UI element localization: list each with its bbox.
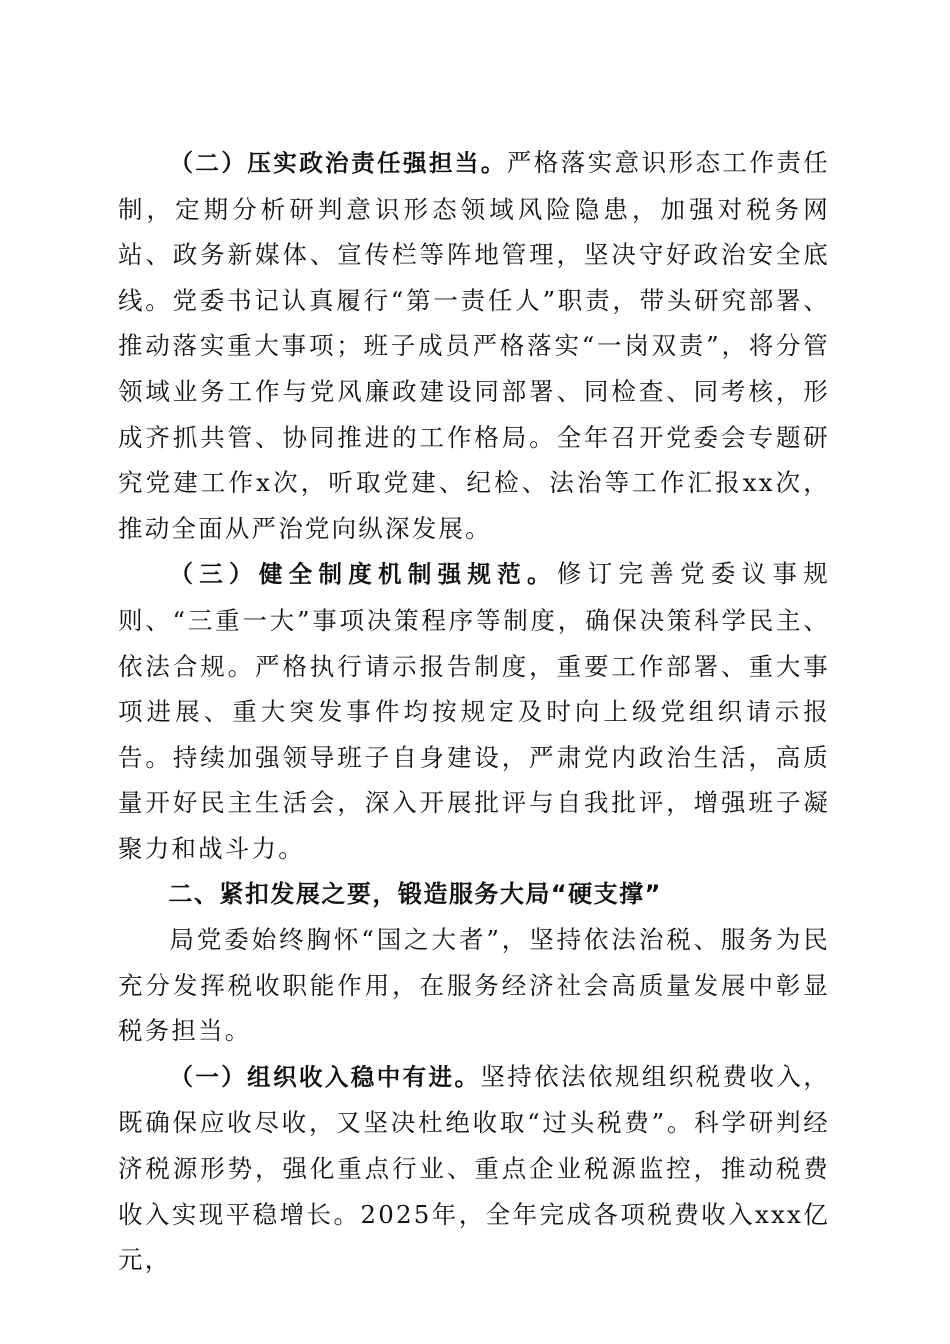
subsection-2-title: （二）压实政治责任强担当。 <box>169 149 507 177</box>
subsection-3-title: （三）健全制度机制强规范。 <box>169 560 557 589</box>
section-2-subsection-1-paragraph <box>118 1054 830 1283</box>
document-body <box>118 140 830 1283</box>
subsection-3-body: 修订完善党委议事规则、“三重一大”事项决策程序等制度，确保决策科学民主、依法合规。严格执行请示报告制度，重要工作部署、重大事项进展、重大突发事件均按规定及时向上级党组织请示报告。持续加强领导班子自身建设，严肃党内政治生活，高质量开好民主生活会，深入开展批评与自我批评，增强班子凝聚力和战斗力。 <box>118 559 830 863</box>
section-2-subsection-1-body: 坚持依法依规组织税费收入，既确保应收尽收，又坚决杜绝收取“过头税费”。科学研判经济税源形势，强化重点行业、重点企业税源监控，推动税费收入实现平稳增长。2025年，全年完成各项税费收入xxx亿元， <box>118 1061 830 1275</box>
section-2-subsection-1-title: （一）组织收入稳中有进。 <box>169 1062 481 1091</box>
subsection-3-paragraph <box>118 551 830 871</box>
subsection-2-body: 严格落实意识形态工作责任制，定期分析研判意识形态领域风险隐患，加强对税务网站、政务新媒体、宣传栏等阵地管理，坚决守好政治安全底线。党委书记认真履行“第一责任人”职责，带头研究部署、推动落实重大事项；班子成员严格落实“一岗双责”，将分管领域业务工作与党风廉政建设同部署、同检查、同考核，形成齐抓共管、协同推进的工作格局。全年召开党委会专题研究党建工作x次，听取党建、纪检、法治等工作汇报xx次，推动全面从严治党向纵深发展。 <box>118 148 830 543</box>
subsection-2-paragraph <box>118 140 830 551</box>
section-2-intro: 局党委始终胸怀“国之大者”，坚持依法治税、服务为民充分发挥税收职能作用，在服务经济社会高质量发展中彰显税务担当。 <box>118 925 830 1046</box>
section-2-heading: 二、紧扣发展之要，锻造服务大局“硬支撑” <box>168 879 662 908</box>
